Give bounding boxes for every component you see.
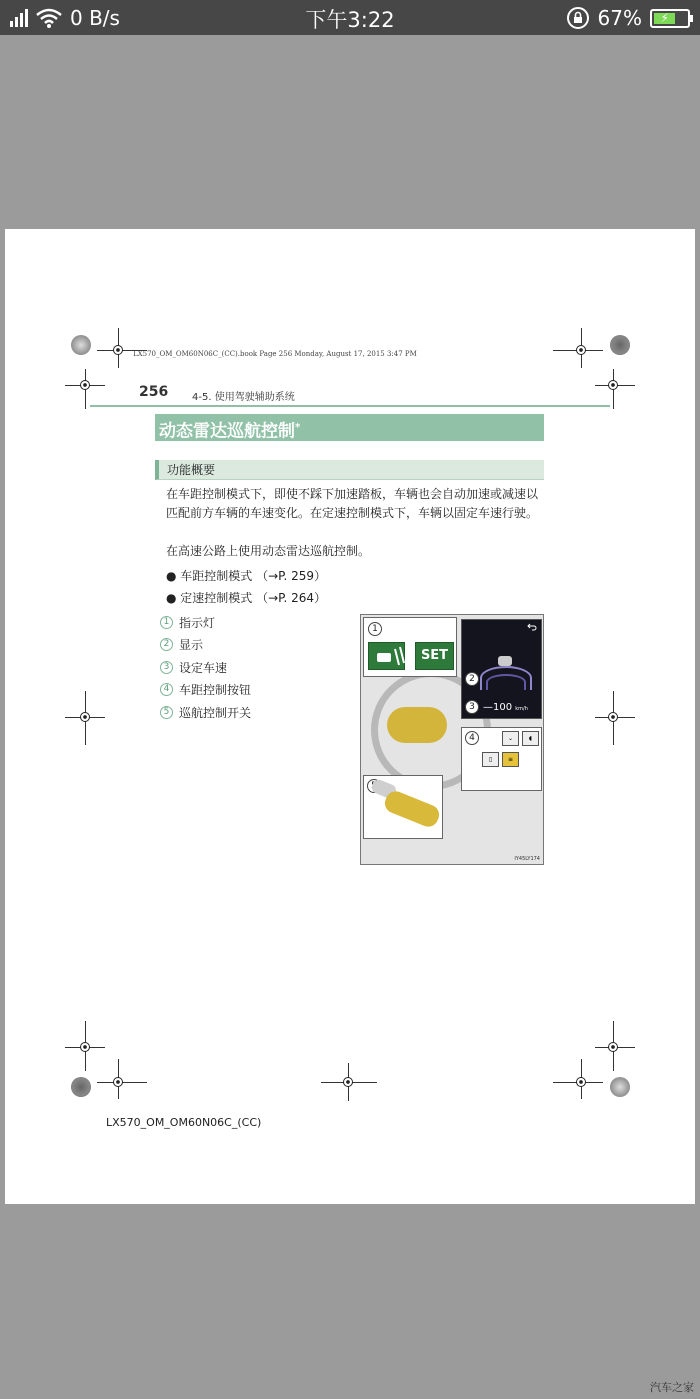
radar-cruise-indicator-icon [368,642,405,670]
status-time: 下午3:22 [305,8,395,32]
crosshair-icon [80,1042,90,1052]
distance-button-icon: ≡ [502,752,519,767]
voice-icon: ◖ [522,731,539,746]
crosshair-icon [608,1042,618,1052]
network-speed: 0 B/s [70,6,120,30]
set-speed-readout: —100 km/h [483,702,528,713]
callout-badge: 1 [368,622,382,636]
speed-unit: km/h [515,706,528,712]
callout-badge: 4 [465,731,479,745]
number-badge: 1 [160,616,173,629]
crosshair-icon [113,1077,123,1087]
registration-dot-top-right [610,335,630,355]
cruise-control-lever [382,788,442,829]
page-title [155,414,544,441]
title-text: 动态雷达巡航控制 [159,421,295,442]
rotation-lock-icon [566,6,590,30]
subheading: 功能概要 [155,460,544,480]
crosshair-icon [80,380,90,390]
lead-vehicle [498,656,512,666]
manual-page [5,229,695,1204]
paragraph-2: 在高速公路上使用动态雷达巡航控制。 [166,544,371,558]
chevron-down-icon: ⌄ [502,731,519,746]
crosshair-icon [608,380,618,390]
crosshair-icon [80,712,90,722]
number-badge: 3 [160,661,173,674]
print-info: LX570_OM_OM60N06C_(CC).book Page 256 Monday, August 17, 2015 3:47 PM [133,350,417,358]
status-bar [0,0,700,35]
page-footer: LX570_OM_OM60N06C_(CC) [106,1116,262,1129]
registration-dot-bottom-left [71,1077,91,1097]
crosshair-icon [343,1077,353,1087]
status-right [566,5,690,31]
paragraph-1: 在车距控制模式下，即使不踩下加速踏板，车辆也会自动加速或减速以匹配前方车辆的车速变化。在定速控制模式下，车辆以固定车速行驶。 [166,487,539,520]
number-badge: 5 [160,706,173,719]
section-header: 4-5. 使用驾驶辅助系统 [192,392,295,403]
list-item-label: 车距控制按钮 [179,683,252,698]
back-icon [527,623,537,631]
title-mark: * [295,422,301,433]
number-badge: 4 [160,683,173,696]
multi-info-display [461,619,542,719]
list-item [160,656,251,679]
list-item [160,634,251,657]
page-number: 256 [139,384,169,400]
steering-hub [387,707,447,743]
list-item [160,701,251,724]
bullet-item: ● 定速控制模式 （→P. 264） [166,591,327,605]
battery-icon [650,9,690,28]
number-badge: 2 [160,638,173,651]
watermark: 汽车之家 [650,1381,694,1394]
registration-dot-bottom-right [610,1077,630,1097]
bullet-item: ● 车距控制模式 （→P. 259） [166,569,327,583]
list-item [160,679,251,702]
figure-code: IY45LY174 [514,856,540,862]
set-indicator: SET [415,642,454,670]
numbered-list [160,611,251,724]
cruise-lever-panel [363,775,443,839]
battery-fill: ⚡ [654,13,675,24]
crosshair-icon [576,1077,586,1087]
indicator-panel [363,617,457,677]
steering-switch-panel [461,727,542,791]
callout-badge: 2 [465,672,479,686]
crosshair-icon [608,712,618,722]
battery-percent: 67% [597,6,642,30]
bullet-text: 定速控制模式 （→P. 264） [180,591,327,605]
list-item [160,611,251,634]
list-item-label: 显示 [179,638,204,653]
list-item-label: 巡航控制开关 [179,705,252,720]
speed-value: 100 [493,702,513,713]
crosshair-icon [113,345,123,355]
list-item-label: 指示灯 [179,615,216,630]
road-lane-inner [486,674,526,690]
crosshair-icon [576,345,586,355]
callout-badge: 3 [465,700,479,714]
header-rule [90,405,610,407]
bullet-text: 车距控制模式 （→P. 259） [180,569,327,583]
registration-dot-top-left [71,335,91,355]
lane-button-icon: ▯ [482,752,499,767]
list-item-label: 设定车速 [179,660,228,675]
cruise-control-illustration [360,614,544,865]
